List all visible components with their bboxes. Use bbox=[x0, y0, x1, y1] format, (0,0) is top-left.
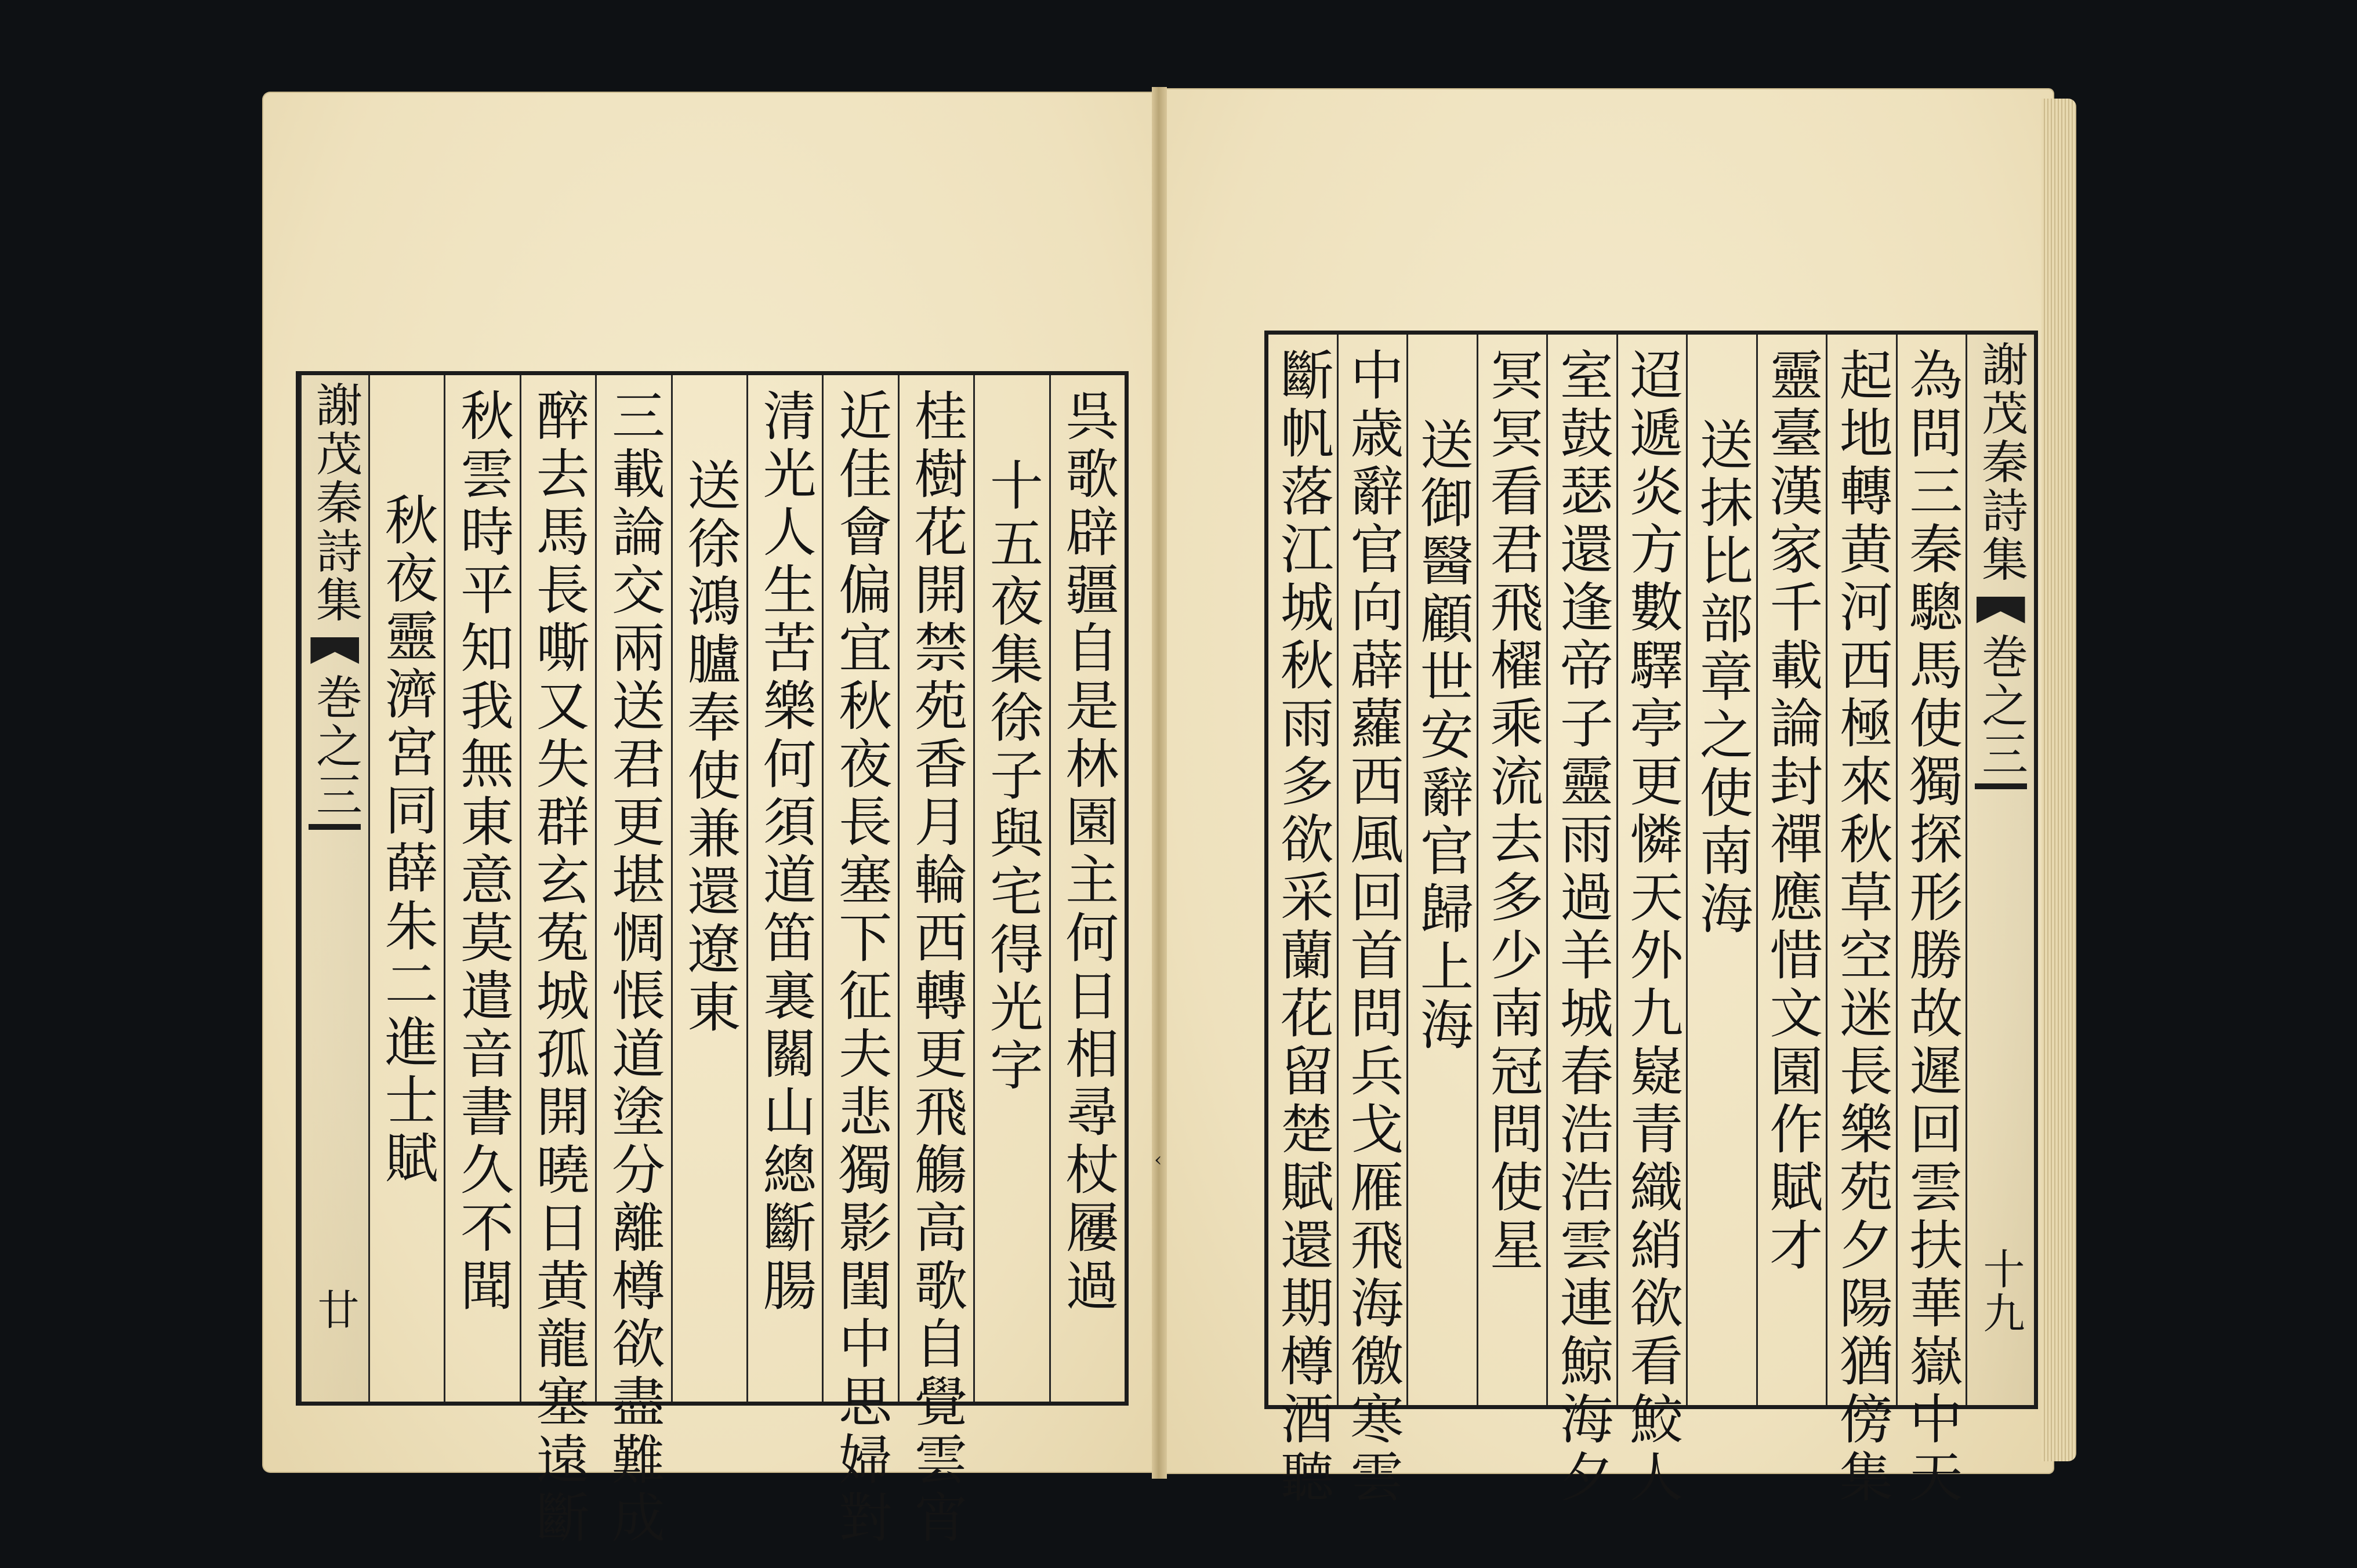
margin-book-title: 謝茂秦詩集 bbox=[308, 381, 362, 625]
left-page-margin bbox=[300, 375, 368, 1402]
verse-line: 為問三秦驄馬使獨探形勝故遲回雲扶華嶽中天 bbox=[1901, 347, 1963, 1507]
left-text-frame bbox=[296, 371, 1129, 1548]
text-column bbox=[671, 375, 746, 1402]
book-gutter bbox=[1152, 87, 1167, 1479]
poem-title: 十五夜集徐子與宅得光字 bbox=[981, 458, 1043, 1095]
text-column bbox=[444, 375, 519, 1402]
text-column bbox=[898, 375, 973, 1548]
text-column bbox=[1896, 335, 1966, 1507]
text-column bbox=[822, 375, 897, 1548]
page-folio: 廿 bbox=[310, 1288, 360, 1332]
text-column bbox=[1616, 335, 1687, 1507]
margin-rule bbox=[1975, 783, 2027, 789]
verse-line: 迢遞炎方數驛亭更憐天外九嶷青織綃欲看鮫人 bbox=[1621, 347, 1684, 1507]
spine-mark: ‹ bbox=[1154, 1148, 1162, 1171]
verse-line: 秋雲時平知我無東意莫遣音書久不聞 bbox=[452, 388, 514, 1316]
left-columns bbox=[300, 375, 1125, 1548]
margin-volume: 巻之三 bbox=[308, 673, 362, 819]
verse-line: 起地轉黄河西極來秋草空迷長樂苑夕陽猶傍集 bbox=[1830, 347, 1893, 1507]
poem-title: 秋夜靈濟宮同薛朱二進士賦 bbox=[376, 492, 438, 1188]
verse-line: 近佳會偏宜秋夜長塞下征夫悲獨影閨中思婦對 bbox=[830, 388, 893, 1548]
right-page-margin bbox=[1966, 335, 2034, 1405]
text-column bbox=[1477, 335, 1547, 1405]
margin-rule bbox=[309, 824, 361, 830]
text-column bbox=[1268, 335, 1337, 1507]
verse-line: 三載論交兩送君更堪惆悵道塗分離樽欲盡難成 bbox=[603, 388, 665, 1548]
text-column bbox=[368, 375, 444, 1402]
right-columns bbox=[1268, 335, 2034, 1507]
text-column bbox=[595, 375, 670, 1548]
verse-line: 中歳辭官向薜蘿西風回首問兵戈雁飛海徼寒雲 bbox=[1341, 347, 1404, 1507]
fishtail-mark bbox=[310, 637, 359, 664]
page-edges bbox=[2041, 99, 2076, 1461]
margin-book-title: 謝茂秦詩集 bbox=[1974, 340, 2028, 584]
verse-line: 冥冥看君飛櫂乘流去多少南冠問使星 bbox=[1481, 347, 1544, 1275]
poem-title: 送徐鴻臚奉使兼還遼東 bbox=[679, 458, 741, 1037]
text-column bbox=[1686, 335, 1756, 1405]
verse-line: 醉去馬長嘶又失群玄菟城孤開曉日黄龍塞遠斷 bbox=[527, 388, 590, 1548]
text-column bbox=[1756, 335, 1826, 1405]
page-folio: 十九 bbox=[1976, 1247, 2025, 1335]
verse-line: 桂樹花開禁苑香月輪西轉更飛觴高歌自覺雲宵 bbox=[905, 388, 968, 1548]
right-text-frame bbox=[1264, 331, 2038, 1507]
verse-line: 斷帆落江城秋雨多欲采蘭花留楚賦還期樽酒聽 bbox=[1271, 347, 1334, 1507]
text-column bbox=[1406, 335, 1477, 1405]
text-column bbox=[1826, 335, 1896, 1507]
text-column bbox=[1337, 335, 1407, 1507]
verse-line: 呉歌辟疆自是林園主何日相尋杖屨過 bbox=[1057, 388, 1119, 1316]
text-column bbox=[1049, 375, 1125, 1402]
verse-line: 室鼓瑟還逢帝子靈雨過羊城春浩浩雲連鯨海夕 bbox=[1551, 347, 1613, 1507]
poem-title: 送抹比部章之使南海 bbox=[1691, 417, 1753, 939]
text-column bbox=[973, 375, 1049, 1402]
text-column bbox=[746, 375, 822, 1402]
text-column bbox=[1546, 335, 1616, 1507]
verse-line: 靈臺漢家千載論封禪應惜文園作賦才 bbox=[1761, 347, 1823, 1275]
verse-line: 清光人生苦樂何須道笛裏關山總斷腸 bbox=[754, 388, 817, 1316]
poem-title: 送御醫顧世安辭官歸上海 bbox=[1411, 417, 1474, 1055]
text-column bbox=[520, 375, 595, 1548]
fishtail-mark bbox=[1977, 597, 2025, 623]
margin-volume: 巻之三 bbox=[1974, 633, 2028, 779]
